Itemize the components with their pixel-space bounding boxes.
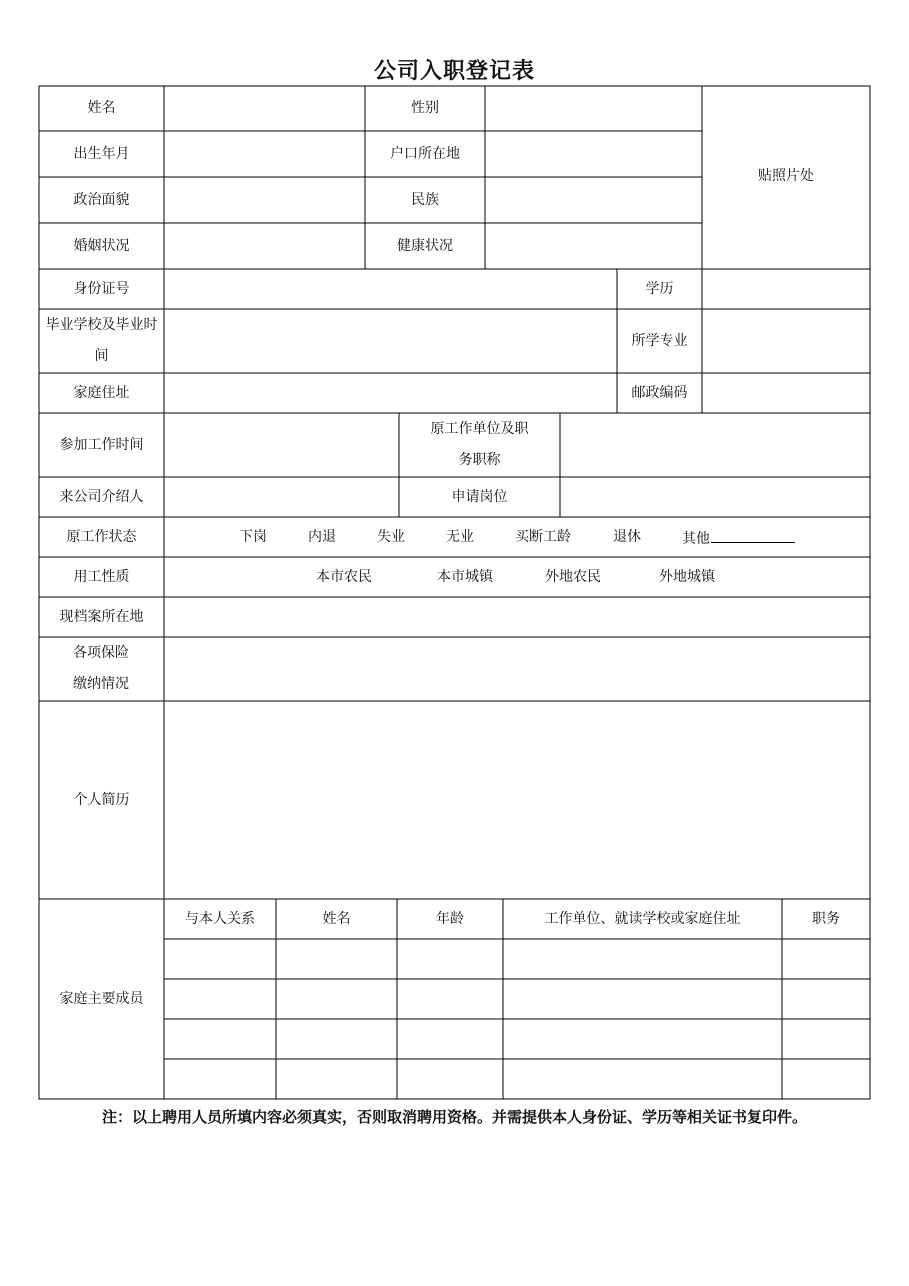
- option-local-urban[interactable]: 本市城镇: [437, 569, 493, 585]
- label-name: 姓名: [87, 100, 116, 116]
- label-gender: 性别: [411, 100, 439, 116]
- label-political: 政治面貌: [73, 191, 130, 208]
- family-header-title: 职务: [812, 910, 840, 927]
- input-referrer[interactable]: [165, 478, 398, 516]
- family-row[interactable]: [165, 980, 869, 1018]
- family-row[interactable]: [165, 940, 869, 978]
- input-ethnicity[interactable]: [486, 178, 701, 222]
- input-political[interactable]: [165, 178, 364, 222]
- input-major[interactable]: [703, 310, 869, 372]
- option-other[interactable]: [682, 529, 795, 547]
- label-education: 学历: [645, 280, 674, 297]
- input-school[interactable]: [165, 310, 616, 372]
- label-family: 家庭主要成员: [59, 990, 144, 1007]
- input-postcode[interactable]: [703, 374, 869, 412]
- label-archive: 现档案所在地: [59, 608, 144, 625]
- other-blank-line[interactable]: [711, 529, 795, 543]
- input-work-start[interactable]: [165, 414, 398, 476]
- input-hukou[interactable]: [486, 132, 701, 176]
- label-health: 健康状况: [397, 237, 453, 254]
- input-insurance[interactable]: [165, 638, 869, 700]
- label-position: 申请岗位: [451, 488, 508, 505]
- input-address[interactable]: [165, 374, 616, 412]
- label-birth: 出生年月: [73, 145, 130, 162]
- option-nonlocal-urban[interactable]: 外地城镇: [659, 569, 715, 585]
- input-id-number[interactable]: [165, 270, 616, 308]
- input-marital[interactable]: [165, 224, 364, 268]
- option-local-rural[interactable]: 本市农民: [316, 569, 372, 585]
- option-early-retire[interactable]: 内退: [308, 529, 336, 545]
- option-nonlocal-rural[interactable]: 外地农民: [545, 569, 601, 585]
- input-name[interactable]: [165, 87, 364, 130]
- input-archive[interactable]: [165, 598, 869, 636]
- label-hukou: 户口所在地: [390, 145, 460, 162]
- option-other-label: 其他: [682, 531, 710, 547]
- option-buyout[interactable]: 买断工龄: [515, 529, 571, 545]
- label-insurance: 各项保险缴纳情况: [73, 645, 129, 692]
- input-health[interactable]: [486, 224, 701, 268]
- label-ethnicity: 民族: [411, 191, 439, 208]
- input-prev-employer[interactable]: [561, 414, 869, 476]
- family-header-workplace: 工作单位、就读学校或家庭住址: [544, 910, 741, 927]
- label-major: 所学专业: [631, 332, 688, 349]
- family-header-relation: 与本人关系: [185, 910, 255, 927]
- family-header-name: 姓名: [322, 910, 351, 927]
- option-no-job[interactable]: 无业: [446, 529, 474, 545]
- option-laid-off[interactable]: 下岗: [239, 529, 267, 545]
- input-gender[interactable]: [486, 87, 701, 130]
- family-row[interactable]: [165, 1020, 869, 1058]
- form-title: 公司入职登记表: [373, 59, 535, 84]
- label-marital: 婚姻状况: [73, 237, 130, 254]
- photo-area[interactable]: 贴照片处: [758, 167, 814, 184]
- label-school: 毕业学校及毕业时间: [45, 317, 158, 364]
- label-id-number: 身份证号: [73, 280, 130, 297]
- label-work-start: 参加工作时间: [59, 436, 144, 453]
- option-unemployed[interactable]: 失业: [377, 529, 405, 545]
- option-retired[interactable]: 退休: [613, 529, 641, 545]
- label-postcode: 邮政编码: [631, 384, 688, 401]
- input-resume[interactable]: [165, 702, 869, 898]
- label-address: 家庭住址: [73, 384, 130, 401]
- input-education[interactable]: [703, 270, 869, 308]
- family-row[interactable]: [165, 1060, 869, 1098]
- label-prev-employer: 原工作单位及职务职称: [430, 421, 529, 468]
- label-employment-type: 用工性质: [73, 568, 130, 585]
- family-header-age: 年龄: [436, 910, 464, 927]
- label-prev-status: 原工作状态: [66, 528, 137, 545]
- input-birth[interactable]: [165, 132, 364, 176]
- footer-note: 注：以上聘用人员所填内容必须真实，否则取消聘用资格。并需提供本人身份证、学历等相关证书复印件。: [101, 1108, 807, 1126]
- input-position[interactable]: [561, 478, 869, 516]
- label-referrer: 来公司介绍人: [59, 488, 144, 505]
- label-resume: 个人简历: [73, 791, 130, 808]
